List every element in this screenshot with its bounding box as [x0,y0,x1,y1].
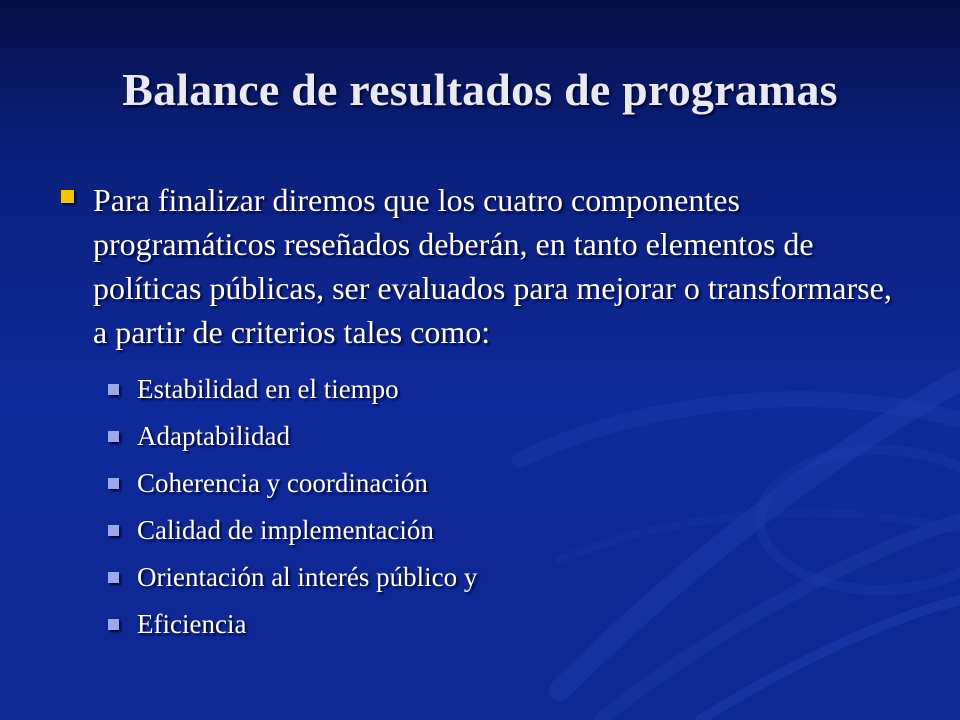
main-bullet-item [58,178,908,354]
criteria-item-text: Estabilidad en el tiempo [137,374,399,404]
square-bullet-icon [108,431,119,442]
criteria-item [106,466,908,513]
criteria-item-text: Calidad de implementación [137,515,434,545]
criteria-item-text: Orientación al interés público y [137,562,478,592]
slide-content [58,178,908,654]
criteria-item-text: Adaptabilidad [137,421,290,451]
square-bullet-icon [108,619,119,630]
square-bullet-icon [108,478,119,489]
slide-title: Balance de resultados de programas [122,64,838,115]
criteria-item [106,607,908,654]
criteria-item-text: Coherencia y coordinación [137,468,428,498]
criteria-item [106,372,908,419]
criteria-item-text: Eficiencia [137,609,247,639]
criteria-item [106,560,908,607]
criteria-item [106,419,908,466]
square-bullet-icon [108,525,119,536]
square-bullet-icon [61,190,74,203]
square-bullet-icon [108,384,119,395]
criteria-item [106,513,908,560]
main-bullet-text: Para finalizar diremos que los cuatro componentes programáticos reseñados deberán, en tanto elementos de políticas públicas, ser evaluados para mejorar o transformarse, a partir de criterios tales como: [93,182,892,350]
square-bullet-icon [108,572,119,583]
criteria-list [106,372,908,654]
